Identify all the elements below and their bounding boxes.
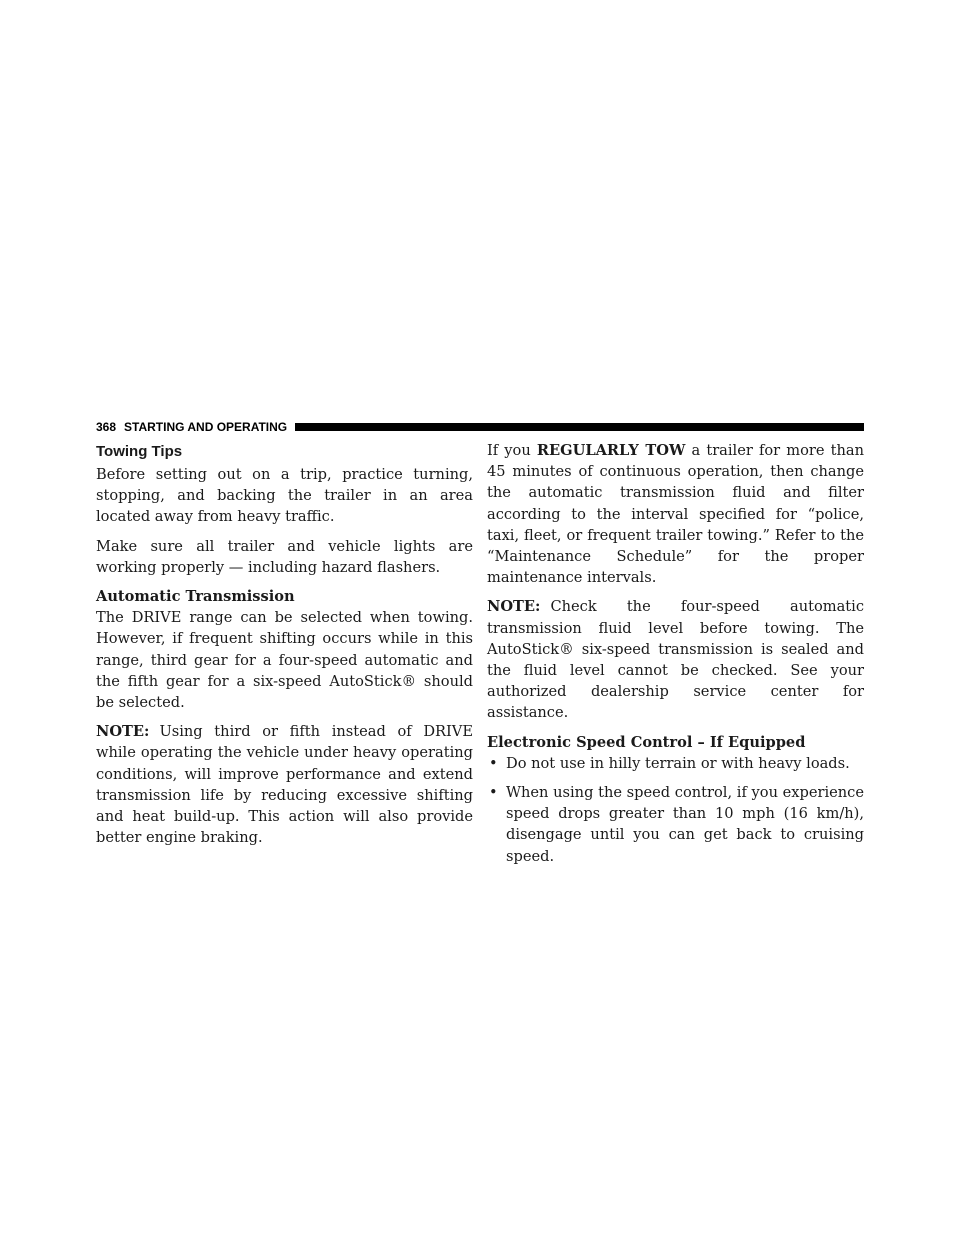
page-number: 368 (96, 420, 117, 434)
right-note (487, 596, 864, 723)
regularly-tow-emphasis: REGULARLY TOW (536, 442, 686, 459)
speed-control-list (487, 753, 864, 867)
speed-control-heading: Electronic Speed Control – If Equipped (487, 733, 806, 751)
lights-paragraph: Make sure all trailer and vehicle lights are working properly — including hazard flashers. (96, 537, 473, 576)
towing-tips-heading: Towing Tips (96, 443, 183, 460)
note-label: NOTE: (96, 723, 150, 741)
note-text: Using third or fifth instead of DRIVE while operating the vehicle under heavy operating conditions, will improve performance and extend transmission life by reducing excessive shifting and heat build-up. This action will also provide better engine braking. (96, 723, 473, 847)
regularly-tow-prefix: If you (487, 442, 537, 459)
regularly-tow-paragraph (487, 440, 864, 588)
bullet-icon: • (489, 784, 498, 802)
regularly-tow-text: a trailer for more than 45 minutes of continuous operation, then change the automatic transmission fluid and filter according to the interval specified for “police, taxi, fleet, or frequent trailer towing.” Refer to the “Maintenance Schedule” for the proper maintenance intervals. (487, 442, 865, 587)
page-header (96, 420, 864, 434)
list-item-text: When using the speed control, if you experience speed drops greater than 10 mph (16 km/h), disengage until you can get back to cruising speed. (506, 784, 864, 865)
left-column (96, 440, 473, 856)
right-column (487, 440, 864, 875)
note-text: Check the four-speed automatic transmission fluid level before towing. The AutoStick® six-speed transmission is sealed and the fluid level cannot be checked. See your authorized dealership service center for assistance. (487, 598, 864, 722)
practice-paragraph: Before setting out on a trip, practice turning, stopping, and backing the trailer in an area located away from heavy traffic. (96, 466, 473, 526)
list-item (487, 782, 864, 867)
automatic-transmission-section (96, 586, 473, 713)
note-label: NOTE: (487, 598, 541, 616)
list-item (487, 753, 864, 774)
automatic-transmission-heading: Automatic Transmission (96, 588, 295, 606)
list-item-text: Do not use in hilly terrain or with heavy loads. (506, 754, 850, 772)
section-title: STARTING AND OPERATING (124, 420, 288, 434)
left-note (96, 721, 473, 848)
bullet-icon: • (489, 754, 498, 772)
header-rule (295, 423, 864, 431)
drive-range-text: The DRIVE range can be selected when towing. However, if frequent shifting occurs while in this range, third gear for a four-speed automatic and the fifth gear for a six-speed AutoStick® should be selected. (96, 609, 473, 712)
